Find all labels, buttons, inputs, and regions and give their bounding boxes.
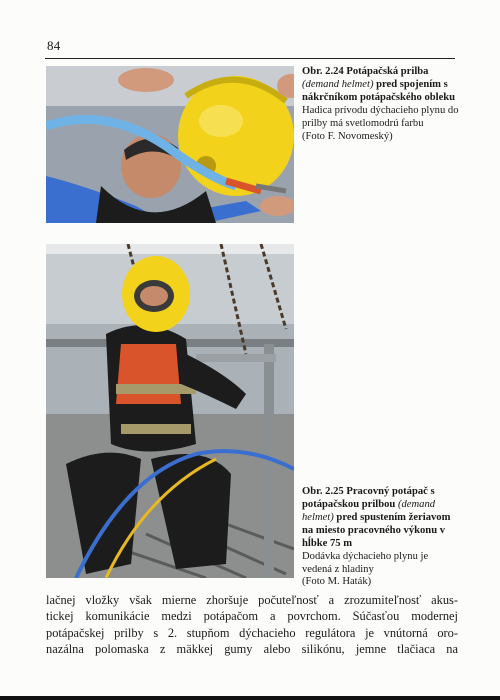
body-paragraph (46, 592, 458, 657)
body-line: nazálna polomaska z mäkkej gumy alebo silikónu, jemne tlačiaca na (46, 641, 458, 656)
page-bottom-edge (0, 696, 500, 700)
figure-title-b: pred spustením žeriavom na miesto pracovného výkonu v hĺbke 75 m (302, 511, 451, 549)
figure-description: Hadica prívodu dýchacieho plynu do prilby má svetlomodrú farbu (302, 104, 459, 129)
figure-title-b: pred spojením s nákrčníkom potápačského obleku (302, 78, 456, 103)
body-line: tickej komunikácie medzi potápačom a povrchom. Súčasťou modernej (46, 609, 458, 624)
figure-caption-2-24 (302, 66, 460, 144)
figure-label: Obr. 2.24 (302, 66, 344, 77)
photo-credit: (Foto M. Haták) (302, 576, 372, 588)
figure-description: Dodávka dýchacieho plynu je vedená z hladiny (302, 550, 429, 575)
figure-title-a: Pracovný potápač s potápačskou prilbou (302, 486, 435, 510)
body-line: lačnej vložky však mierne zhoršuje počuteľnosť a zrozumiteľnosť akus- (46, 593, 458, 607)
photo-credit: (Foto F. Novomeský) (302, 130, 393, 142)
figure-title-a: Potápačská prilba (343, 66, 429, 77)
figure-title-italic: (demand helmet) (302, 78, 374, 90)
body-line: potápačskej prilby s 2. stupňom dýchacieho regulátora je vnútorná oro- (46, 625, 458, 640)
diver-photo (46, 244, 294, 578)
figure-caption-2-25 (302, 486, 460, 589)
page-number: 84 (47, 38, 61, 53)
figure-title-italic: (demand helmet) (302, 498, 436, 523)
header-rule (45, 58, 455, 59)
figure-label: Obr. 2.25 (302, 486, 344, 497)
helmet-photo (46, 66, 294, 223)
